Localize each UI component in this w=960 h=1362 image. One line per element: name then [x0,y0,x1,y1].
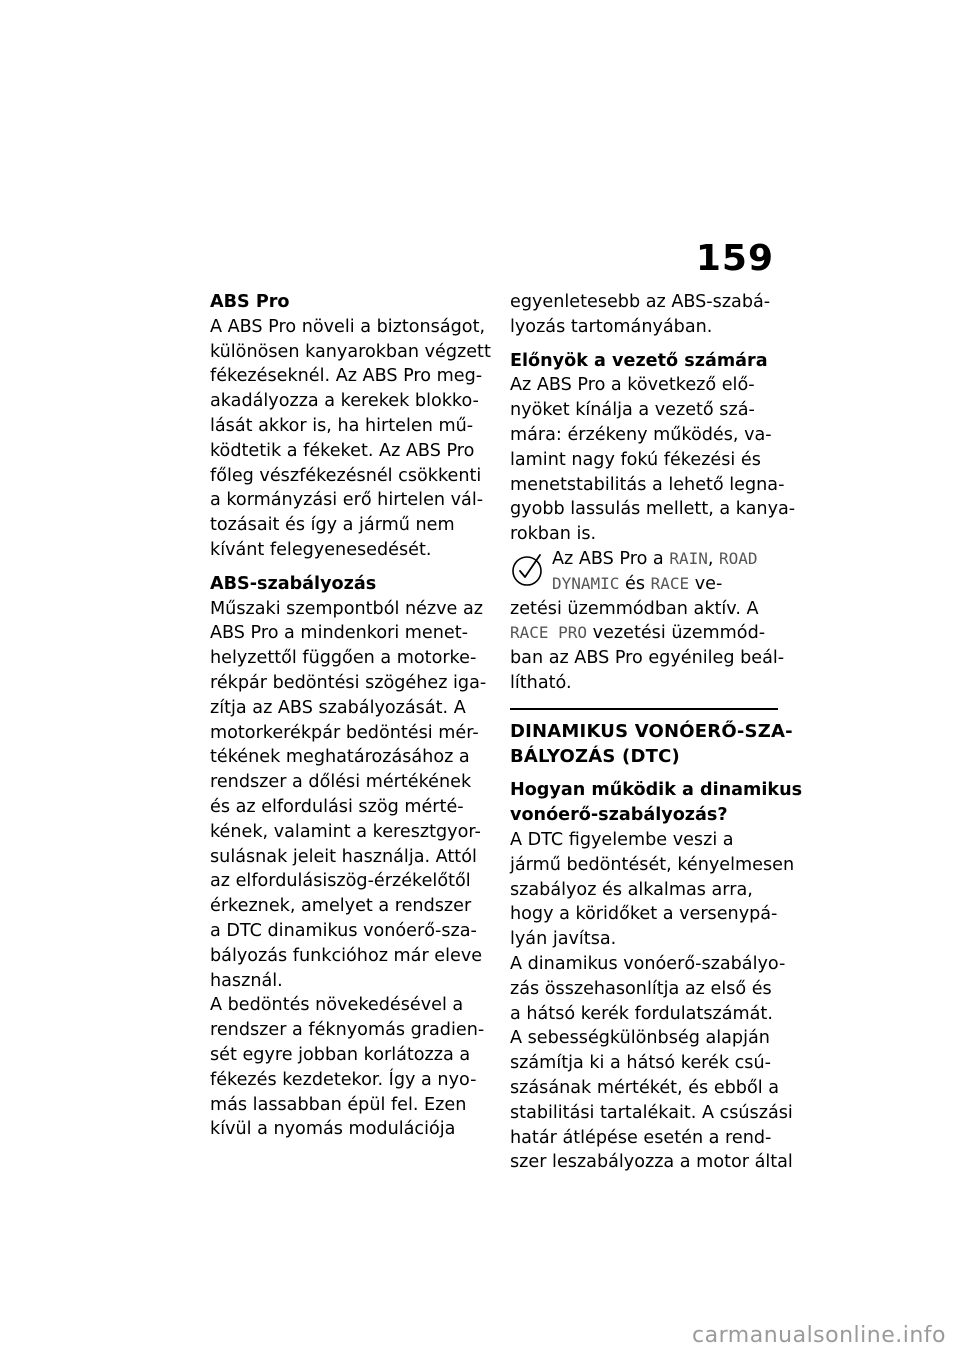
text-line: A dinamikus vonóerő-szabályo- [510,953,786,974]
text-line: számítja ki a hátsó kerék csú- [510,1053,771,1074]
text-line: motorkerékpár bedöntési mér- [210,722,479,743]
text-line: egyenletesebb az ABS-szabá- [510,292,771,312]
text-line: szásának mértékét, és ebből a [510,1077,780,1098]
text-line: bályozás funkcióhoz már eleve [210,945,483,966]
mode-race: RACE [650,573,690,593]
note-text: vezetési üzemmód- [587,623,766,644]
text-line: főleg vészfékezésnél csökkenti [210,465,482,486]
text-line: zás összehasonlítja az első és [510,978,772,999]
text-line: lását akkor is, ha hirtelen mű- [210,415,474,436]
note-text: ve- [689,573,723,594]
text-line: akadályozza a kerekek blokko- [210,391,479,412]
text-line: sulásnak jeleit használja. Attól [210,846,477,867]
watermark: carmanualsonline.info [692,1323,946,1348]
text-line: hogy a köridőket a versenypá- [510,904,778,925]
note-text: Az ABS Pro a [552,548,670,569]
text-line: kívánt felegyenesedését. [210,539,432,560]
text-line: A bedöntés növekedésével a [210,995,464,1016]
abs-pro-heading: ABS Pro [210,292,290,312]
text-line: fékezéseknél. Az ABS Pro meg- [210,366,483,387]
text-line: Műszaki szempontból nézve az [210,598,483,619]
text-line: és az elfordulási szög mérté- [210,796,464,817]
text-line: A sebességkülönbség alapján [510,1028,770,1049]
text-line: zítja az ABS szabályozását. A [210,697,466,718]
text-line: különösen kanyarokban végzett [210,341,491,362]
note-text: és [619,573,651,594]
note-line-4 [510,621,790,646]
text-line: mára: érzékeny működés, va- [510,424,772,445]
text-line: ködtetik a fékeket. Az ABS Pro [210,440,475,461]
mode-race-pro: RACE PRO [510,623,588,643]
text-line: a DTC dinamikus vonóerő-sza- [210,920,477,941]
text-line: stabilitási tartalékait. A csúszási [510,1102,793,1123]
text-line: helyzettől függően a motorke- [210,648,477,669]
text-line: a kormányzási erő hirtelen vál- [210,490,484,511]
dtc-section-title: DINAMIKUS VONÓERŐ-SZA- [510,720,793,742]
text-line: az elfordulásiszög-érzékelőtől [210,871,471,892]
mode-rain: RAIN [669,548,708,568]
note-line-6: lítható. [510,672,572,693]
note-line-5: ban az ABS Pro egyénileg beál- [510,648,785,669]
text-line: gyobb lassulás mellett, a kanya- [510,499,796,520]
benefits-heading: Előnyök a vezető számára [510,350,768,371]
text-line: szabályoz és alkalmas arra, [510,879,753,900]
text-line: rendszer a féknyomás gradien- [210,1020,485,1041]
abs-regulation-heading: ABS-szabályozás [210,573,377,594]
info-note-icon [508,551,546,589]
text-line: nyöket kínálja a vezető szá- [510,400,755,421]
section-divider [510,708,778,710]
info-note [510,547,790,696]
note-line-2 [510,572,790,597]
text-line: kének, valamint a keresztgyor- [210,821,481,842]
text-line: érkeznek, amelyet a rendszer [210,896,472,917]
dtc-section-title: BÁLYOZÁS (DTC) [510,745,680,767]
dtc-subheading: vonóerő-szabályozás? [510,805,728,826]
text-line: tozásait és így a jármű nem [210,515,455,536]
text-line: használ. [210,970,283,991]
left-column [210,290,490,1142]
text-line: a hátsó kerék fordulatszámát. [510,1003,773,1024]
text-line: lyozás tartományában. [510,316,713,337]
text-line: Az ABS Pro a következő elő- [510,375,755,396]
text-line: A DTC figyelembe veszi a [510,829,734,850]
text-line: fékezés kezdetekor. Így a nyo- [210,1069,477,1090]
text-line: szer leszabályozza a motor által [510,1152,793,1173]
mode-road: ROAD [719,548,758,568]
page-number: 159 [695,238,774,279]
note-text: , [707,548,720,569]
mode-dynamic: DYNAMIC [552,573,620,593]
text-line: jármű bedöntését, kényelmesen [510,854,795,875]
dtc-subheading: Hogyan működik a dinamikus [510,780,803,801]
text-line: lyán javítsa. [510,929,617,950]
text-line: sét egyre jobban korlátozza a [210,1044,471,1065]
note-line-1 [510,547,790,572]
text-line: menetstabilitás a lehető legna- [510,474,785,495]
note-line-3: zetési üzemmódban aktív. A [510,598,759,619]
text-line: rékpár bedöntési szögéhez iga- [210,672,487,693]
text-line: lamint nagy fokú fékezési és [510,449,761,470]
right-column [510,290,803,1175]
text-line: rendszer a dőlési mértékének [210,772,472,793]
text-line: más lassabban épül fel. Ezen [210,1094,467,1115]
text-line: rokban is. [510,524,597,545]
text-line: tékének meghatározásához a [210,747,470,768]
text-line: kívül a nyomás modulációja [210,1119,456,1140]
text-line: A ABS Pro növeli a biztonságot, [210,316,486,337]
text-line: ABS Pro a mindenkori menet- [210,623,468,644]
text-line: határ átlépése esetén a rend- [510,1127,772,1148]
